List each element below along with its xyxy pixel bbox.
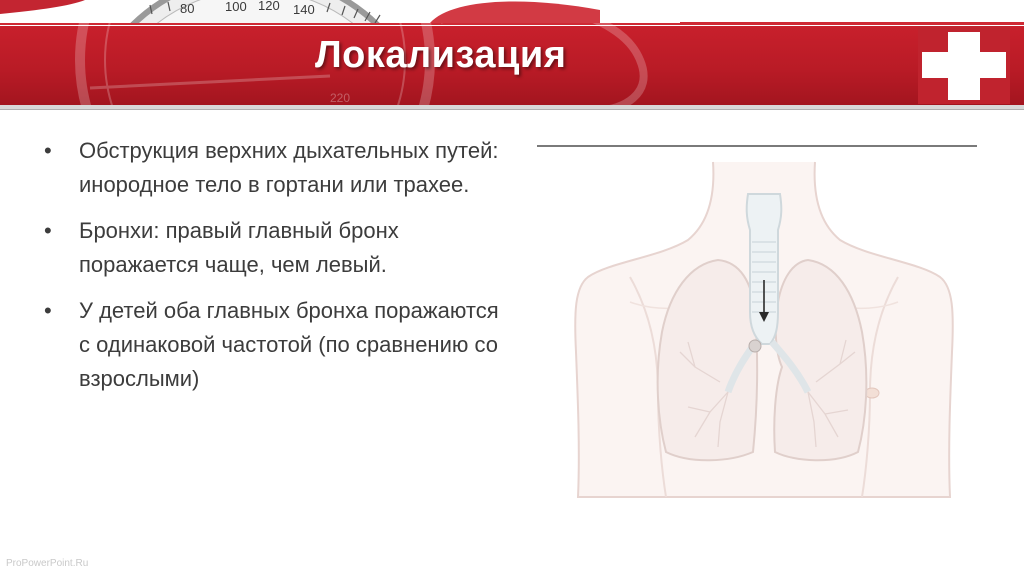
chest-anatomy-illustration [570, 152, 960, 502]
gauge-number: 100 [225, 0, 247, 14]
bullet-text: Обструкция верхних дыхательных путей: инородное тело в гортани или трахее. [79, 138, 499, 197]
bullet-marker: • [44, 218, 52, 243]
medical-cross-icon [918, 26, 1010, 104]
header-bottom-shadow [0, 109, 1024, 110]
footer-watermark: ProPowerPoint.Ru [6, 558, 89, 569]
slide-title: Локализация [315, 34, 567, 76]
bullet-text: Бронхи: правый главный бронх поражается чаще, чем левый. [79, 218, 399, 277]
gauge-number: 80 [180, 1, 195, 16]
bullet-item [44, 294, 504, 396]
bullet-item [44, 134, 504, 202]
bullet-marker: • [44, 298, 52, 323]
bullet-list [44, 134, 504, 408]
bullet-text: У детей оба главных бронха поражаются с одинаковой частотой (по сравнению со взрослыми) [79, 298, 499, 391]
bullet-marker: • [44, 138, 52, 163]
gauge-number: 140 [293, 2, 315, 17]
bullet-item [44, 214, 504, 282]
figure-top-rule [537, 145, 977, 147]
gauge-number: 120 [258, 0, 280, 13]
gauge-number: 220 [330, 91, 351, 105]
